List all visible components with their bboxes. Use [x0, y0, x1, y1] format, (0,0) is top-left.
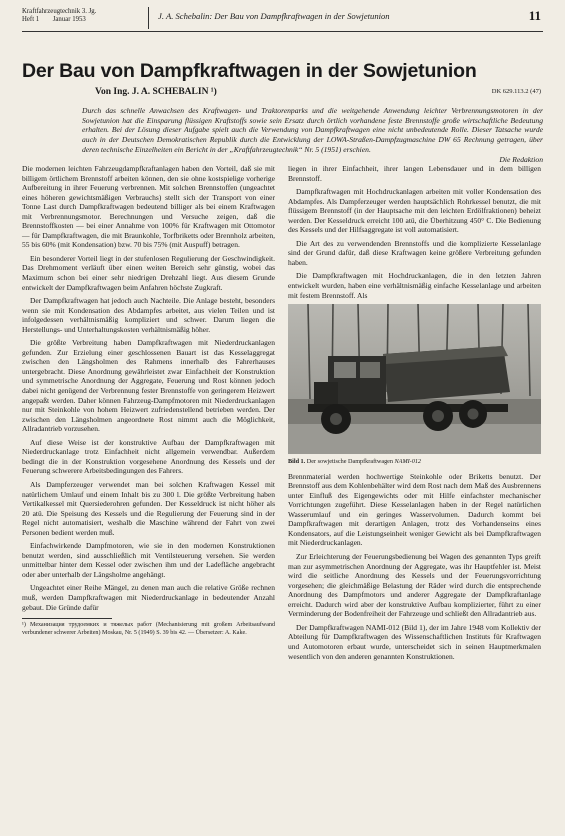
paragraph: Die Art des zu verwendenden Brennstoffs und die komplizierte Kesselanlage sind der Grund dafür, daß diese Kraftwagen keine größere Verbreitung gefunden haben.: [288, 238, 541, 267]
paragraph: Auf diese Weise ist der konstruktive Aufbau der Dampfkraftwagen mit Niederdruckanlage trotz Einfachheit nicht allgemein verwendbar. Außerdem bedingt die in der Konstruktion vorgesehene Anordnung des Kessels und der Feuerung schwerere Arbeitsbedingungen des Fahrers.: [22, 437, 275, 476]
figure-caption: [288, 457, 541, 467]
journal-line-2: Heft 1 Januar 1953: [22, 16, 86, 24]
paragraph: Der Dampfkraftwagen hat jedoch auch Nachteile. Die Anlage besteht, besonders wenn sie mit Kondensation des Abdampfes arbeitet, aus vielen Teilen und ist infolgedessen verhältnismäßig kompliziert und schwer. Darum liegen die Herstellungs- und Unterhaltungskosten verhältnismäßig höher.: [22, 296, 275, 334]
running-title: J. A. Schebalin: Der Bau von Dampfkraftwagen in der Sowjetunion: [158, 11, 390, 21]
figure-caption-text: Der sowjetische Dampfkraftwagen: [306, 458, 393, 466]
header-rule: [22, 31, 543, 32]
article-author: Von Ing. J. A. SCHEBALIN ¹): [95, 87, 217, 97]
left-column: [22, 164, 275, 641]
paragraph: Als Dampferzeuger verwendet man bei solchen Kraftwagen Kessel mit natürlichem Umlauf und einem Inhalt bis zu 300 l. Die größte Verbreitung haben Vertikalkessel mit Quersiederohren gefunden. Der Kesseldruck ist nicht höher als 20 atü. Die Speisung des Kessels und die Regulierung der Feuerung sind in der Regel nicht automatisiert, weshalb die Maschine während der Fahrt von zwei Personen bedient werden muß.: [22, 479, 275, 537]
abstract-signature: Die Redaktion: [499, 154, 543, 164]
figure-model: NAMI-012: [394, 458, 422, 466]
paragraph: Brennmaterial werden hochwertige Steinkohle oder Briketts benutzt. Der Brennstoff aus dem Kohlenbehälter wird dem Rost nach dem Maß des Ausbrennens unter Einfluß des Eigengewichts oder mit Hilfe einfachster mechanischer Vorrichtungen zugeführt. Diese Kesselanlagen haben in der Regel natürlichen Wasserumlauf und ein geringes Wasservolumen. Dadurch kommt bei Dampfkraftwagen mit derartigen Anlagen, trotz des Vorhandenseins eines Kondensators, auf die Leistungseinheit weniger Gewicht als bei Dampfkraftwagen mit Niederdruckanlagen.: [288, 471, 541, 548]
editorial-abstract: [82, 106, 543, 164]
header-divider: [148, 7, 149, 29]
steam-truck-illustration: [288, 304, 541, 454]
paragraph: Einfachwirkende Dampfmotoren, wie sie in den modernen Konstruktionen benutzt werden, sind ausschließlich mit Ventilsteuerung versehen. Sie werden unmittelbar hinter dem Kessel oder zwischen ihm und der Ladefläche angebracht oder aber unterhalb der Längsholme angehängt.: [22, 541, 275, 579]
article-title: Der Bau von Dampfkraftwagen in der Sowjetunion: [22, 60, 477, 82]
journal-line-1: Kraftfahrzeugtechnik 3. Jg.: [22, 8, 97, 15]
paragraph: Die Dampfkraftwagen mit Hochdruckanlagen, die in den letzten Jahren entwickelt wurden, haben eine verhältnismäßig einfache Kesselanlage und arbeiten mit festem Brennstoff. Als: [288, 271, 541, 300]
right-column: [288, 164, 541, 665]
dk-classification: DK 629.113.2 (47): [491, 88, 541, 95]
paragraph: Ein besonderer Vorteil liegt in der stufenlosen Regulierung der Geschwindigkeit. Das Drehmoment verläuft über einen weiten Bereich sehr günstig, wobei das Maximum schon bei einer sehr niedrigen Drehzahl liegt. Aus diesem Grunde entwickelt der Dampfkraftwagen beim Anfahren höchste Zugkraft.: [22, 253, 275, 292]
figure-label: Bild 1.: [288, 458, 306, 466]
page-header: [22, 6, 543, 36]
paragraph: liegen in ihrer Einfachheit, ihrer langen Lebensdauer und in dem billigen Brennstoff.: [288, 164, 541, 183]
footnote: ¹) Механизация трудоемких и тяжелых работ (Mechanisierung mit großem Arbeitsaufwand verbundener schwerer Arbeiten) Moskau, Nr. 5 (1949) S. 39 bis 42. — Übersetzer: A. Kake.: [22, 622, 275, 636]
abstract-text: Durch das schnelle Anwachsen des Kraftwagen- und Traktorenparks und die weitgehende Anwendung leichter Verbrennungsmotoren in der Sowjetunion hat die Einsparung flüssigen Kraftstoffs sowie sein Ersatz durch örtlich vorhandene feste Brennstoffe große wirtschaftliche Bedeutung erhalten. Bei der Lösung dieser Aufgabe spielt auch die Verwendung von Dampfkraftwagen eine nicht unbedeutende Rolle. Dieser Tatsache wurde auch in der Deutschen Demokratischen Republik durch die Entwicklung der LOWA-Straßen-Dampfzugmaschine DW 65 Rechnung getragen, über deren technische Einzelheiten ein Bericht in der „Kraftfahrzeugtechnik“ Nr. 5 (1951) erschien.: [82, 106, 543, 154]
paragraph: Dampfkraftwagen mit Hochdruckanlagen arbeiten mit voller Kondensation des Abdampfes. Als Dampferzeuger werden hauptsächlich Rohrkessel benutzt, die mit flüssigem Brennstoff (in der Hauptsache mit den leichten Erdölfraktionen) beheizt werden. Der Kesseldruck erreicht 100 atü, die Überhitzung 450° C. Die Bedienung des Kessels und der Hilfsaggregate ist voll automatisiert.: [288, 187, 541, 235]
journal-info: [22, 8, 96, 24]
paragraph: Der Dampfkraftwagen NAMI-012 (Bild 1), der im Jahre 1948 vom Kollektiv der Abteilung für Dampfkraftwagen des Wissenschaftlichen Instituts für Kraftwagen und Automotoren erbaut wurde, unterscheidet sich in seinen Hauptmerkmalen wesentlich von den anderen genannten Konstruktionen.: [288, 622, 541, 661]
paragraph: Zur Erleichterung der Feuerungsbedienung bei Wagen des genannten Typs greift man zur asymmetrischen Anordnung der Aggregate, was ihr Hauptfehler ist. Meist wird die seitliche Anordnung des Kessels und der Feuerungsvorrichtung vorgesehen; die gleichmäßige Belastung der Räder wird durch die entsprechende Anordnung des Dampfmotors und anderer Aggregate der Dampfkraftanlage erreicht. Dadurch wird aber der konstruktive Aufbau komplizierter, führt zu einer Verminderung der Bodenfreiheit der Fahrzeuge und schließt den Allradantrieb aus.: [288, 552, 541, 619]
truck-photo: [288, 304, 541, 454]
paragraph: Die größte Verbreitung haben Dampfkraftwagen mit Niederdruckanlagen gefunden. Zur Erzielung einer geschlossenen Bauart ist das Kesselaggregat zwischen den Längsholmen des Rahmens innerhalb des Fahrerhauses untergebracht. Diese Anordnung gewährleistet zwar Einfachheit der Konstruktion und symmetrische Anordnung der Aggregate, Feuerung und Rost können jedoch dabei nicht genügend der Verbrennung fester Brennstoffe von geringerem Heizwert angepaßt werden. Daher können Fahrzeug-Dampfmotoren mit Niederdruckanlagen nur mit Steinkohle von hohem Heizwert zufriedenstellend betrieben werden. Der zwischen den Längsholmen angeordnete Rost nimmt auch die Möglichkeit, Allradantrieb vorzusehen.: [22, 338, 275, 434]
paragraph: Die modernen leichten Fahrzeugdampfkraftanlagen haben den Vorteil, daß sie mit billigem örtlichem Brennstoff arbeiten können, den sie ohne kostspielige vorherige Aufbereitung in ihrer Feuerung verbrennen. Mit solchen Brennstoffen (ungeachtet eines höheren gewichtsmäßigen Verbrauchs) stellt sich der Transport von einer Tonne Last durch Dampfkraftwagen bedeutend billiger als bei einem Kraftwagen mit Verbrennungsmotor. Berechnungen und Versuche zeigen, daß die Brennstoffkosten — bei einer Annahme von 100% für Kraftwagen mit Ottomotor — für Dampfkraftwagen, die mit Braunkohle, Torfbriketts oder Brennholz arbeiten, 55 bis 60% (mit Kondensation) bzw. 70 bis 75% (mit Auspuff) betragen.: [22, 164, 275, 250]
footnote-rule: [22, 618, 112, 619]
page-number: 11: [528, 8, 541, 23]
paragraph: Ungeachtet einer Reihe Mängel, zu denen man auch die relative Größe rechnen muß, werden Dampfkraftwagen mit Niederdruckanlage in bedeutender Anzahl gebaut. Die Gründe dafür: [22, 583, 275, 612]
